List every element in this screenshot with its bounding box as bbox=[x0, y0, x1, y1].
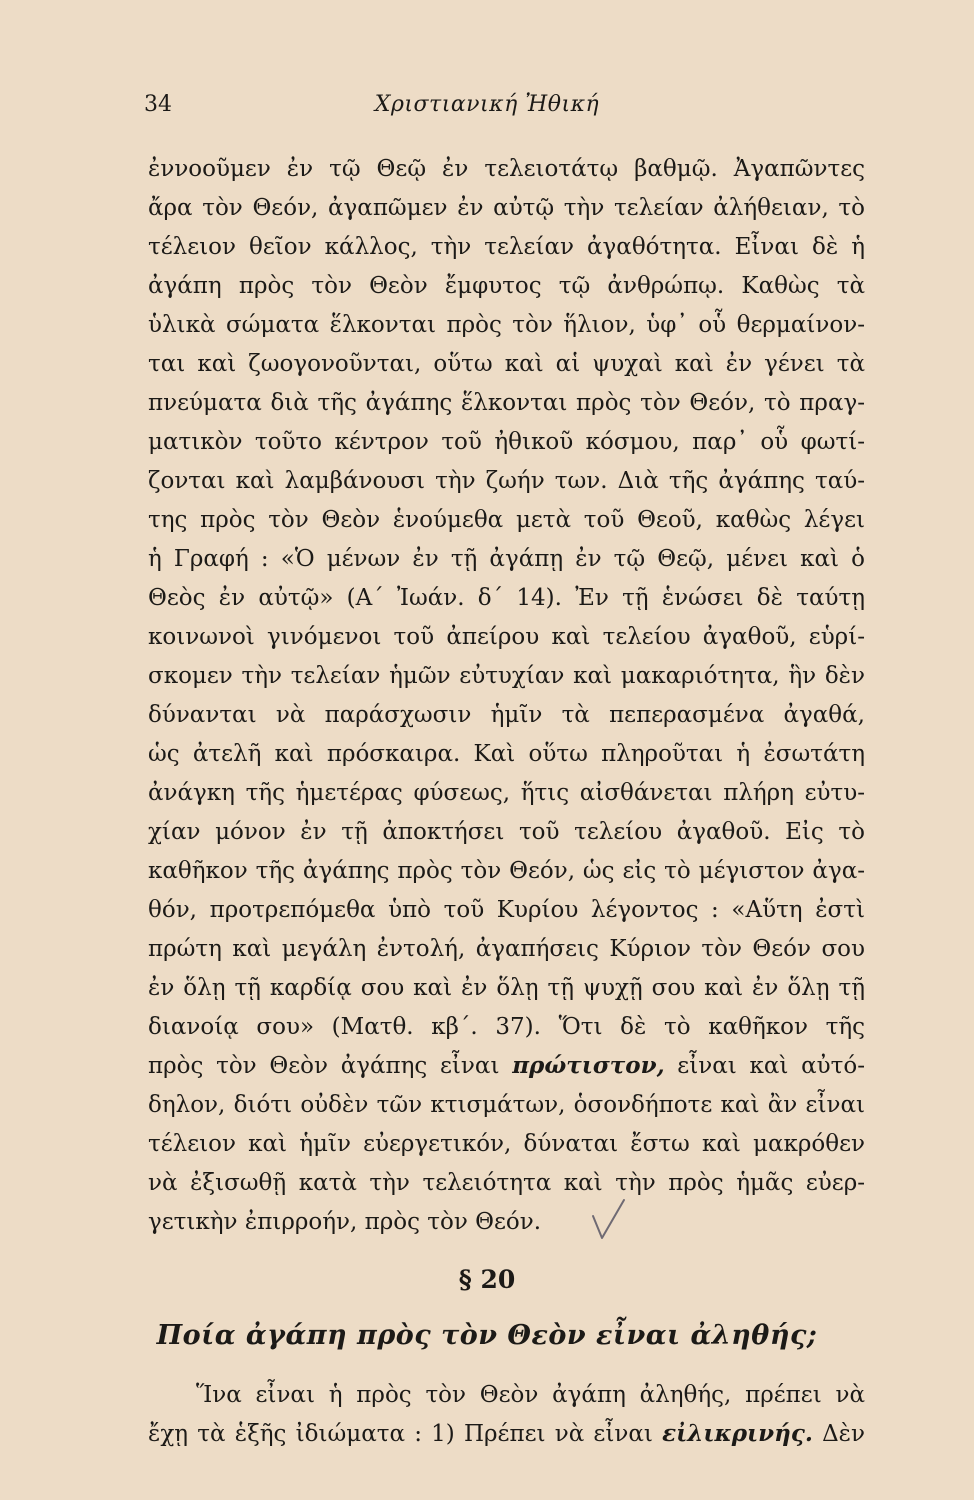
text-line bbox=[148, 1051, 865, 1081]
text-line: ἄρα τὸν Θεόν, ἀγαπῶμεν ἐν αὐτῷ τὴν τελείαν ἀλήθειαν, τὸ bbox=[148, 195, 865, 221]
text-line: ἀνάγκη τῆς ἡμετέρας φύσεως, ἥτις αἰσθάνεται πλήρη εὐτυ- bbox=[148, 780, 865, 806]
text-run: εἶναι καὶ αὐτό- bbox=[664, 1053, 865, 1079]
running-title: Χριστιανική Ἠθική bbox=[374, 92, 600, 117]
text-run: πρὸς τὸν Θεὸν ἀγάπης εἶναι bbox=[148, 1053, 513, 1079]
text-line: χίαν μόνον ἐν τῇ ἀποκτήσει τοῦ τελείου ἀγαθοῦ. Εἰς τὸ bbox=[148, 819, 865, 845]
section-title: Ποία ἀγάπη πρὸς τὸν Θεὸν εἶναι ἀληθής; bbox=[156, 1320, 818, 1351]
section-number: § 20 bbox=[458, 1265, 516, 1294]
text-line: κοινωνοὶ γινόμενοι τοῦ ἀπείρου καὶ τελείου ἀγαθοῦ, εὑρί- bbox=[148, 624, 865, 650]
pencil-checkmark-icon bbox=[590, 1196, 630, 1244]
text-line: δηλον, διότι οὐδὲν τῶν κτισμάτων, ὁσονδήποτε καὶ ἂν εἶναι bbox=[148, 1092, 865, 1118]
text-line: ται καὶ ζωογονοῦνται, οὕτω καὶ αἱ ψυχαὶ καὶ ἐν γένει τὰ bbox=[148, 351, 865, 377]
text-line: ζονται καὶ λαμβάνουσι τὴν ζωήν των. Διὰ τῆς ἀγάπης ταύ- bbox=[148, 468, 865, 494]
text-line: ἡ Γραφή : «Ὁ μένων ἐν τῇ ἀγάπῃ ἐν τῷ Θεῷ, μένει καὶ ὁ bbox=[148, 546, 865, 572]
text-line: πνεύματα διὰ τῆς ἀγάπης ἕλκονται πρὸς τὸν Θεόν, τὸ πραγ- bbox=[148, 390, 865, 416]
text-line: ἐν ὅλῃ τῇ καρδίᾳ σου καὶ ἐν ὅλῃ τῇ ψυχῇ σου καὶ ἐν ὅλῃ τῇ bbox=[148, 975, 865, 1001]
text-line bbox=[148, 1419, 865, 1449]
text-line-indented: Ἵνα εἶναι ἡ πρὸς τὸν Θεὸν ἀγάπη ἀληθής, πρέπει νὰ bbox=[196, 1382, 865, 1408]
text-line: ὡς ἀτελῆ καὶ πρόσκαιρα. Καὶ οὕτω πληροῦται ἡ ἐσωτάτη bbox=[148, 741, 865, 767]
emphasized-word: πρώτιστον, bbox=[512, 1052, 665, 1079]
text-line: καθῆκον τῆς ἀγάπης πρὸς τὸν Θεόν, ὡς εἰς τὸ μέγιστον ἀγα- bbox=[148, 858, 865, 884]
text-line: τέλειον καὶ ἡμῖν εὐεργετικόν, δύναται ἔστω καὶ μακρόθεν bbox=[148, 1131, 865, 1157]
text-line: πρώτη καὶ μεγάλη ἐντολή, ἀγαπήσεις Κύριον τὸν Θεόν σου bbox=[148, 936, 865, 962]
text-line: θόν, προτρεπόμεθα ὑπὸ τοῦ Κυρίου λέγοντος : «Αὕτη ἐστὶ bbox=[148, 897, 865, 923]
text-line: δύνανται νὰ παράσχωσιν ἡμῖν τὰ πεπερασμένα ἀγαθά, bbox=[148, 702, 865, 728]
emphasized-word: εἰλικρινής. bbox=[662, 1420, 813, 1447]
text-run: Δὲν bbox=[812, 1421, 866, 1447]
text-line-paragraph-end: γετικὴν ἐπιρροήν, πρὸς τὸν Θεόν. bbox=[148, 1209, 542, 1235]
text-line: ἀγάπη πρὸς τὸν Θεὸν ἔμφυτος τῷ ἀνθρώπῳ. Καθὼς τὰ bbox=[148, 273, 865, 299]
text-line: τέλειον θεῖον κάλλος, τὴν τελείαν ἀγαθότητα. Εἶναι δὲ ἡ bbox=[148, 234, 865, 260]
text-line: Θεὸς ἐν αὐτῷ» (Α΄ Ἰωάν. δ΄ 14). Ἐν τῇ ἑνώσει δὲ ταύτῃ bbox=[148, 585, 865, 611]
text-line: της πρὸς τὸν Θεὸν ἑνούμεθα μετὰ τοῦ Θεοῦ, καθὼς λέγει bbox=[148, 507, 865, 533]
text-line: ὑλικὰ σώματα ἕλκονται πρὸς τὸν ἥλιον, ὑφ᾿ οὗ θερμαίνον- bbox=[148, 312, 865, 338]
text-line: διανοίᾳ σου» (Ματθ. κβ΄. 37). Ὅτι δὲ τὸ καθῆκον τῆς bbox=[148, 1014, 865, 1040]
text-line: νὰ ἐξισωθῇ κατὰ τὴν τελειότητα καὶ τὴν πρὸς ἡμᾶς εὐερ- bbox=[148, 1170, 865, 1196]
text-run: ἔχῃ τὰ ἑξῆς ἰδιώματα : 1) Πρέπει νὰ εἶναι bbox=[148, 1421, 663, 1447]
text-line: ματικὸν τοῦτο κέντρον τοῦ ἠθικοῦ κόσμου, παρ᾿ οὗ φωτί- bbox=[148, 429, 865, 455]
text-line: σκομεν τὴν τελείαν ἡμῶν εὐτυχίαν καὶ μακαριότητα, ἣν δὲν bbox=[148, 663, 865, 689]
text-line: ἐννοοῦμεν ἐν τῷ Θεῷ ἐν τελειοτάτῳ βαθμῷ. Ἀγαπῶντες bbox=[148, 156, 865, 182]
page-number: 34 bbox=[144, 92, 172, 117]
